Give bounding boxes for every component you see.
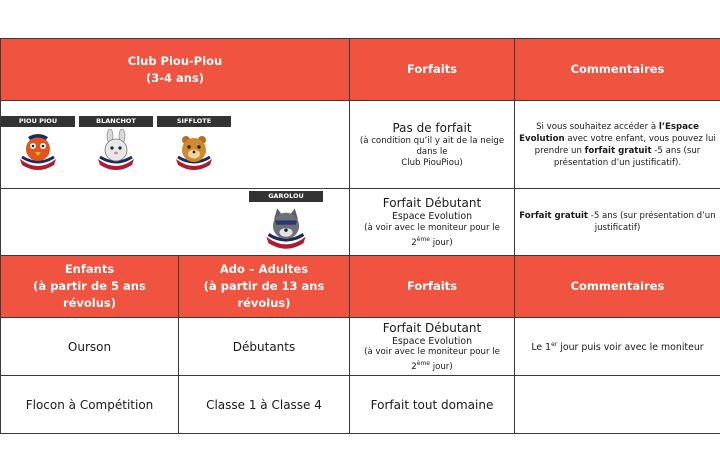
note-text: jour) (429, 362, 453, 373)
enfants-age: (à partir de 5 ans révolus) (33, 279, 146, 310)
badge-sifflote (157, 116, 231, 173)
marmot-mascot-icon (172, 129, 216, 173)
ado-level-debutants: Débutants (179, 318, 350, 376)
badge-label: SIFFLOTE (157, 116, 231, 127)
badge-blanchot (79, 116, 153, 173)
note-sup: ème (416, 235, 430, 243)
note-text: (à voir avec le moniteur pour le 2 (364, 222, 500, 248)
ski-offer-table (0, 38, 720, 434)
forfait-title: Forfait Débutant (382, 320, 482, 335)
forfait-subtitle: Espace Evolution (391, 335, 473, 347)
forfait-cell-piou-piou (350, 101, 515, 189)
enfants-level-flocon: Flocon à Compétition (1, 376, 179, 434)
badge-piou-piou (1, 116, 75, 173)
forfait-cell-tout-domaine: Forfait tout domaine (350, 376, 515, 434)
forfait-cell-garolou (350, 189, 515, 256)
forfait-title: Forfait Débutant (382, 196, 482, 211)
comment-cell-debutant (515, 318, 720, 376)
comment-text: -5 ans (sur présentation d’un justificatif). (553, 145, 701, 168)
rabbit-mascot-icon (94, 129, 138, 173)
garolou-badge-cell (1, 189, 350, 256)
ado-level-classe: Classe 1 à Classe 4 (179, 376, 350, 434)
forfaits-header: Forfaits (350, 39, 515, 101)
commentaires-header: Commentaires (515, 39, 720, 101)
comment-cell-empty (515, 376, 720, 434)
ado-adultes-header (179, 256, 350, 318)
comment-sup: er (551, 341, 558, 349)
note-text: (à voir avec le moniteur pour le 2 (364, 347, 500, 373)
wolf-mascot-icon (262, 204, 310, 252)
commentaires-header-2: Commentaires (515, 256, 720, 318)
badge-label: GAROLOU (249, 191, 323, 202)
club-age: (3-4 ans) (145, 70, 205, 85)
comment-bold: l’Espace Evolution (519, 121, 699, 144)
forfait-note-2: Club PiouPiou) (401, 158, 463, 168)
badge-label: BLANCHOT (79, 116, 153, 127)
comment-text: -5 ans (sur présentation d’un justificatif) (588, 211, 716, 233)
mascot-badges-cell (1, 101, 350, 189)
forfait-note (354, 223, 510, 249)
ado-title: Ado – Adultes (219, 262, 309, 276)
forfait-note (354, 347, 510, 373)
comment-cell-piou-piou (515, 101, 720, 189)
note-sup: ème (416, 360, 430, 368)
enfants-level-ourson: Ourson (1, 318, 179, 376)
comment-text: Si vous souhaitez accéder à (536, 121, 659, 132)
forfait-note-1: (à condition qu’il y ait de la neige dans le (359, 136, 505, 157)
forfaits-header-2: Forfaits (350, 256, 515, 318)
forfait-subtitle: Espace Evolution (391, 211, 473, 223)
enfants-header (1, 256, 179, 318)
comment-text: jour puis voir avec le moniteur (557, 342, 704, 354)
note-text: jour) (429, 237, 453, 248)
comment-bold: Forfait gratuit (519, 211, 588, 221)
comment-text: avec votre enfant, vous pouvez lui prendre un (534, 133, 716, 156)
ado-age: (à partir de 13 ans révolus) (203, 279, 325, 310)
comment-text: Le 1 (531, 342, 552, 354)
forfait-cell-debutant (350, 318, 515, 376)
comment-bold: forfait gratuit (584, 145, 652, 156)
badge-garolou (249, 191, 323, 252)
badge-label: PIOU PIOU (1, 116, 75, 127)
enfants-title: Enfants (64, 262, 115, 276)
club-piou-piou-header (1, 39, 350, 101)
club-title: Club Piou-Piou (127, 53, 223, 68)
chick-mascot-icon (16, 129, 60, 173)
forfait-title: Pas de forfait (392, 121, 472, 135)
comment-cell-garolou (515, 189, 720, 256)
